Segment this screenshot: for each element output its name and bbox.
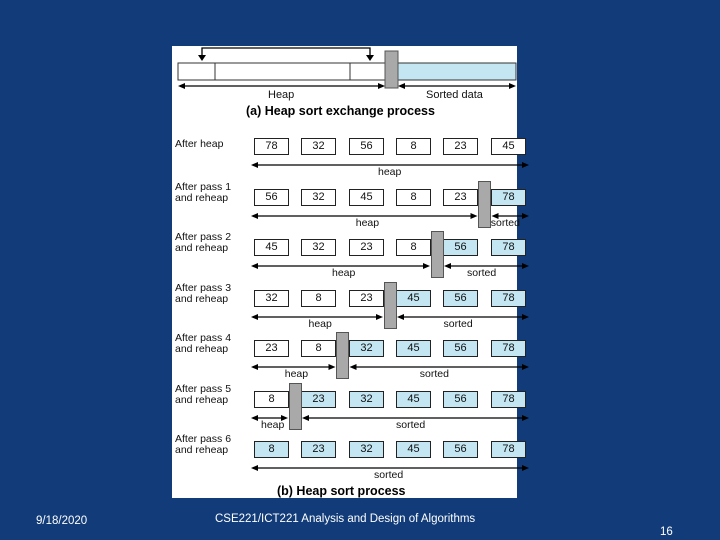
array-cell: 23 bbox=[301, 391, 336, 408]
part-b-caption: (b) Heap sort process bbox=[277, 484, 406, 498]
heap-region-label: heap bbox=[261, 418, 285, 431]
row-arrows bbox=[172, 441, 517, 463]
sorted-region-label: sorted bbox=[419, 368, 449, 380]
row-label-line: and reheap bbox=[175, 393, 229, 406]
sorted-region-label: sorted bbox=[374, 469, 404, 481]
array-cell: 23 bbox=[349, 239, 384, 256]
array-cell: 45 bbox=[349, 189, 384, 206]
array-cell: 23 bbox=[349, 290, 384, 307]
heap-region-label: heap bbox=[308, 317, 332, 330]
row-label-line: and reheap bbox=[175, 292, 229, 305]
heap-region-label: heap bbox=[355, 216, 380, 229]
row-arrows bbox=[172, 340, 517, 362]
heap-region-label: heap bbox=[284, 368, 309, 380]
array-cell: 56 bbox=[254, 189, 289, 206]
array-cell: 45 bbox=[396, 441, 431, 458]
array-cell: 56 bbox=[349, 138, 384, 155]
sorted-data-label: Sorted data bbox=[426, 89, 483, 101]
array-cell: 78 bbox=[491, 391, 526, 408]
array-cell: 78 bbox=[491, 290, 526, 307]
array-cell: 56 bbox=[443, 340, 478, 357]
sorted-region-label: sorted bbox=[490, 216, 520, 229]
array-cell: 32 bbox=[301, 239, 336, 256]
sorted-region-label: sorted bbox=[396, 418, 426, 431]
row-label-line: and reheap bbox=[175, 191, 229, 204]
row-label-line: After pass 5 bbox=[175, 382, 232, 395]
row-label-line: After pass 4 bbox=[175, 332, 232, 344]
array-cell: 32 bbox=[349, 391, 384, 408]
sorted-region-label: sorted bbox=[467, 267, 497, 279]
array-cell: 23 bbox=[443, 189, 478, 206]
row-arrows bbox=[172, 391, 517, 413]
row-label-line: After pass 3 bbox=[175, 281, 232, 294]
array-cell: 32 bbox=[301, 138, 336, 155]
array-cell: 78 bbox=[491, 441, 526, 458]
array-cell: 45 bbox=[396, 340, 431, 357]
row-label-line: and reheap bbox=[175, 242, 229, 254]
heap-region-label: heap bbox=[378, 166, 402, 178]
array-cell: 32 bbox=[349, 340, 384, 357]
row-label-line: After heap bbox=[175, 138, 224, 150]
array-cell: 23 bbox=[254, 340, 289, 357]
heap-sort-figure bbox=[172, 46, 520, 498]
array-cell: 78 bbox=[491, 189, 526, 206]
heap-region-label: heap bbox=[332, 267, 356, 279]
row-arrows bbox=[172, 189, 517, 211]
array-cell: 32 bbox=[301, 189, 336, 206]
array-cell: 45 bbox=[254, 239, 289, 256]
array-cell: 8 bbox=[396, 189, 431, 206]
row-label-line: After pass 1 bbox=[175, 180, 232, 193]
array-cell: 78 bbox=[491, 239, 526, 256]
array-cell: 8 bbox=[301, 340, 336, 357]
array-cell: 56 bbox=[443, 290, 478, 307]
array-cell: 8 bbox=[254, 441, 289, 458]
page-number: 16 bbox=[660, 526, 673, 538]
sorted-region-label: sorted bbox=[443, 317, 473, 330]
array-cell: 8 bbox=[396, 239, 431, 256]
row-label-line: After pass 2 bbox=[175, 231, 232, 243]
array-cell: 8 bbox=[301, 290, 336, 307]
array-cell: 23 bbox=[443, 138, 478, 155]
array-cell: 78 bbox=[254, 138, 289, 155]
array-cell: 32 bbox=[254, 290, 289, 307]
array-cell: 56 bbox=[443, 441, 478, 458]
heap-label: Heap bbox=[268, 89, 295, 101]
array-cell: 56 bbox=[443, 391, 478, 408]
array-cell: 45 bbox=[396, 391, 431, 408]
array-cell: 78 bbox=[491, 340, 526, 357]
row-arrows bbox=[172, 138, 517, 160]
row-label-line: and reheap bbox=[175, 444, 229, 456]
array-cell: 23 bbox=[301, 441, 336, 458]
array-cell: 8 bbox=[396, 138, 431, 155]
row-arrows bbox=[172, 239, 517, 261]
array-cell: 45 bbox=[396, 290, 431, 307]
footer-date: 9/18/2020 bbox=[36, 515, 88, 527]
footer-course: CSE221/ICT221 Analysis and Design of Algorithms bbox=[215, 513, 476, 525]
array-cell: 8 bbox=[254, 391, 289, 408]
row-label-line: After pass 6 bbox=[175, 433, 232, 445]
array-cell: 45 bbox=[491, 138, 526, 155]
row-arrows bbox=[172, 290, 517, 312]
part-a-caption: (a) Heap sort exchange process bbox=[246, 104, 435, 118]
array-cell: 32 bbox=[349, 441, 384, 458]
array-cell: 56 bbox=[443, 239, 478, 256]
row-label-line: and reheap bbox=[175, 343, 229, 355]
